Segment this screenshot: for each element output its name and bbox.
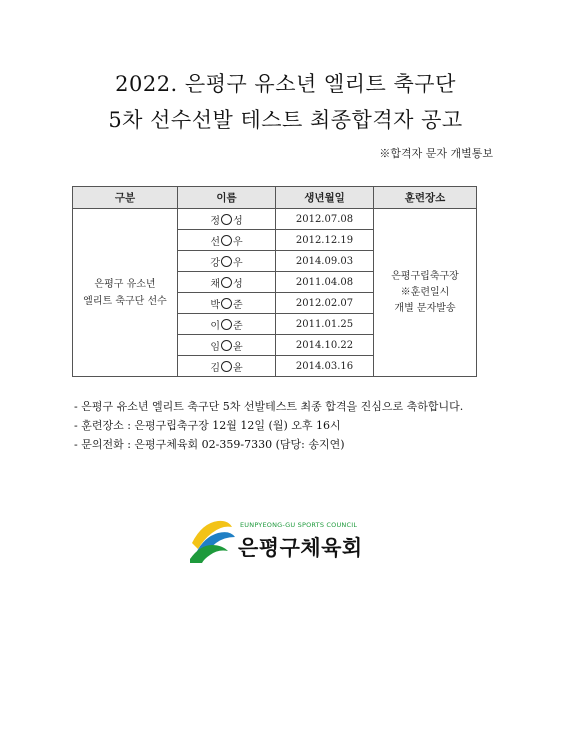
note-congratulations: - 은평구 유소년 엘리트 축구단 5차 선발테스트 최종 합격을 진심으로 축하합니다.: [74, 400, 464, 413]
table-row: [73, 209, 477, 230]
organization-logo: [188, 515, 388, 565]
logo-korean-name: 은평구체육회: [238, 536, 363, 560]
training-place-cell: [374, 209, 477, 377]
birthdate-cell: 2014.03.16: [276, 356, 374, 377]
masked-circle-icon: [221, 277, 232, 288]
name-last: 우: [233, 257, 243, 269]
birthdate-cell: 2011.04.08: [276, 272, 374, 293]
name-cell: [178, 272, 276, 293]
results-table: [72, 186, 477, 377]
name-last: 준: [233, 299, 243, 311]
name-first: 박: [210, 299, 220, 311]
masked-circle-icon: [221, 340, 232, 351]
header-training-place: 훈련장소: [374, 187, 477, 209]
training-place-line: 개별 문자발송: [394, 302, 456, 314]
name-first: 채: [210, 278, 220, 290]
masked-circle-icon: [221, 298, 232, 309]
name-last: 성: [233, 215, 243, 227]
name-last: 준: [233, 320, 243, 332]
category-line: 은평구 유소년: [94, 278, 156, 290]
name-first: 김: [210, 362, 220, 374]
masked-circle-icon: [221, 361, 232, 372]
name-first: 강: [210, 257, 220, 269]
category-cell: [73, 209, 178, 377]
name-cell: [178, 293, 276, 314]
header-name: 이름: [178, 187, 276, 209]
note-training-place: - 훈련장소 : 은평구립축구장 12월 12일 (월) 오후 16시: [74, 419, 341, 432]
header-category: 구분: [73, 187, 178, 209]
masked-circle-icon: [221, 214, 232, 225]
name-cell: [178, 314, 276, 335]
name-last: 우: [233, 236, 243, 248]
name-cell: [178, 251, 276, 272]
name-first: 선: [210, 236, 220, 248]
note-contact: - 문의전화 : 은평구체육회 02-359-7330 (담당: 송지연): [74, 438, 345, 451]
header-birthdate: 생년월일: [276, 187, 374, 209]
birthdate-cell: 2014.10.22: [276, 335, 374, 356]
name-last: 성: [233, 278, 243, 290]
page-title-line1: 2022. 은평구 유소년 엘리트 축구단: [115, 72, 456, 96]
masked-circle-icon: [221, 256, 232, 267]
name-cell: [178, 356, 276, 377]
logo-english-name: EUNPYEONG-GU SPORTS COUNCIL: [240, 521, 358, 529]
masked-circle-icon: [221, 319, 232, 330]
birthdate-cell: 2011.01.25: [276, 314, 374, 335]
birthdate-cell: 2012.12.19: [276, 230, 374, 251]
name-last: 윤: [233, 362, 243, 374]
page-title-line2: 5차 선수선발 테스트 최종합격자 공고: [108, 108, 463, 132]
training-place-line: 은평구립축구장: [391, 270, 459, 282]
name-cell: [178, 335, 276, 356]
category-line: 엘리트 축구단 선수: [83, 295, 167, 307]
birthdate-cell: 2012.07.08: [276, 209, 374, 230]
table-header-row: [73, 187, 477, 209]
name-first: 임: [210, 341, 220, 353]
masked-circle-icon: [221, 235, 232, 246]
birthdate-cell: 2014.09.03: [276, 251, 374, 272]
sports-council-emblem-icon: [188, 515, 238, 563]
birthdate-cell: 2012.02.07: [276, 293, 374, 314]
name-cell: [178, 230, 276, 251]
training-place-line: ※훈련일시: [400, 286, 450, 298]
name-first: 정: [210, 215, 220, 227]
notification-note: ※합격자 문자 개별통보: [379, 147, 493, 160]
notes-list: [74, 397, 463, 454]
name-first: 이: [210, 320, 220, 332]
name-cell: [178, 209, 276, 230]
name-last: 윤: [233, 341, 243, 353]
